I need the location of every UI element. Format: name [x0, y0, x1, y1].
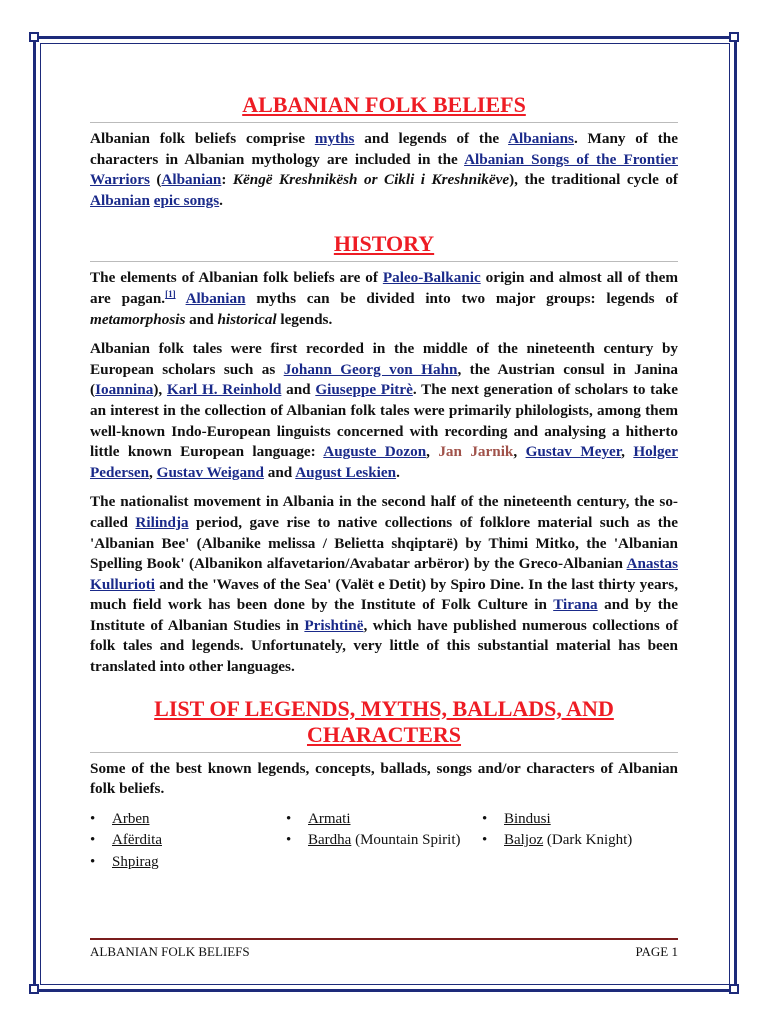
history-paragraph-2: [90, 339, 678, 483]
border-corner-ornament: [29, 32, 39, 42]
link-epic-songs[interactable]: epic songs: [153, 191, 220, 209]
heading-rule: [90, 261, 678, 262]
text-run: Albanian folk beliefs comprise: [90, 130, 315, 147]
footnote-link[interactable]: [1]: [165, 288, 176, 299]
text-run: and by the Institute of Albanian Studies in: [90, 596, 678, 634]
link-bindusi[interactable]: Bindusi: [504, 810, 551, 827]
text-run: and: [263, 463, 296, 481]
text-run: , which have published numerous collections of folk tales and legends. Unfortunately, very little of this substantial material has been translated into other languages.: [90, 616, 679, 676]
text-run: and legends of the: [354, 130, 509, 147]
legends-list: [90, 809, 678, 874]
link-jan-jarnik[interactable]: Jan Jarnik: [438, 443, 514, 461]
link-albanian[interactable]: Albanian: [90, 191, 150, 209]
border-corner-ornament: [729, 984, 739, 994]
link-prishtine[interactable]: Prishtinë: [304, 616, 364, 634]
text-run: ,: [621, 443, 634, 461]
text-run: [176, 290, 186, 307]
italic-text: Këngë Kreshnikësh or Cikli i Kreshnikëve: [232, 171, 510, 189]
text-run: myths can be divided into two major groups: legends of: [245, 289, 678, 307]
link-karl-h-reinhold[interactable]: Karl H. Reinhold: [166, 381, 282, 399]
link-armati[interactable]: Armati: [308, 810, 351, 827]
text-run: period, gave rise to native collections of folklore material such as the 'Albanian Bee' (Albanike melissa / Belietta shqiptarë) by Thimi Mitko, the 'Albanian Spelling Book' (Albanikon alfavetarion/Avabatar arbëror) by the Greco-Albanian: [90, 513, 678, 573]
link-albanian-language[interactable]: Albanian: [161, 171, 222, 189]
link-baljoz[interactable]: Baljoz: [504, 832, 544, 849]
link-aferdita[interactable]: Afërdita: [112, 832, 162, 849]
link-paleo-balkanic[interactable]: Paleo-Balkanic: [382, 269, 481, 287]
text-run: ),: [153, 381, 167, 399]
italic-text: metamorphosis: [90, 310, 186, 328]
text-run: Albanian folk tales were first recorded in the middle of the nineteenth century by European scholars such as: [90, 340, 678, 378]
link-albanian[interactable]: Albanian: [185, 289, 246, 307]
history-paragraph-3: [90, 492, 678, 677]
legends-intro: Some of the best known legends, concepts, ballads, songs and/or characters of Albanian folk beliefs.: [90, 759, 678, 798]
link-giuseppe-pitre[interactable]: Giuseppe Pitrè: [315, 381, 413, 399]
link-august-leskien[interactable]: August Leskien: [295, 463, 397, 481]
heading-rule: [90, 752, 678, 753]
list-item-note: (Dark Knight): [543, 832, 633, 849]
text-run: ,: [149, 463, 157, 481]
link-shpirag[interactable]: Shpirag: [112, 853, 159, 870]
text-run: and: [185, 310, 218, 328]
text-run: . Many of the characters in Albanian mythology are included in the: [90, 130, 678, 168]
text-run: and the 'Waves of the Sea' (Valët e Detit) by Spiro Dine. In the last thirty years, much field work has been done by the Institute of Folk Culture in: [90, 575, 678, 614]
list-item: [308, 830, 482, 852]
text-run: (: [149, 171, 162, 189]
page-number: PAGE 1: [635, 944, 678, 959]
link-gustav-weigand[interactable]: Gustav Weigand: [156, 463, 264, 481]
link-auguste-dozon[interactable]: Auguste Dozon: [323, 443, 427, 461]
link-albanian-songs-frontier-warriors[interactable]: Albanian Songs of the Frontier Warriors: [90, 150, 678, 189]
text-run: .: [396, 463, 400, 481]
text-run: . The next generation of scholars to take an interest in the collection of Albanian folk tales were primarily philologists, among them well-known Indo-European linguists concerned with recording and analysing a hitherto little known European language:: [90, 381, 678, 461]
text-run: .: [219, 191, 223, 209]
border-corner-ornament: [29, 984, 39, 994]
footer-title: ALBANIAN FOLK BELIEFS: [90, 944, 250, 959]
link-ioannina[interactable]: Ioannina: [95, 381, 154, 399]
link-anastas-kullurioti[interactable]: Anastas Kullurioti: [90, 555, 678, 593]
page-title: ALBANIAN FOLK BELIEFS: [242, 92, 526, 117]
history-heading: HISTORY: [333, 231, 435, 257]
legends-column-3: [482, 809, 678, 874]
text-run: The elements of Albanian folk beliefs are of: [90, 269, 383, 287]
list-item: [112, 852, 286, 874]
link-albanians[interactable]: Albanians: [508, 130, 574, 147]
intro-paragraph: [90, 129, 678, 211]
border-corner-ornament: [729, 32, 739, 42]
link-bardha[interactable]: Bardha: [308, 832, 352, 849]
link-holger-pedersen[interactable]: Holger Pedersen: [90, 443, 679, 481]
link-arben[interactable]: Arben: [112, 810, 150, 827]
link-gustav-meyer[interactable]: Gustav Meyer: [525, 443, 622, 461]
text-run: ,: [513, 443, 526, 461]
list-item-note: (Mountain Spirit): [351, 832, 461, 849]
text-run: ,: [426, 443, 439, 461]
text-run: origin and almost all of them are pagan.: [90, 269, 678, 307]
heading-rule: [90, 122, 678, 123]
link-myths[interactable]: myths: [314, 130, 355, 147]
text-run: The nationalist movement in Albania in the second half of the nineteenth century, the so-called: [90, 493, 678, 531]
text-run: and: [281, 381, 316, 399]
legends-column-2: [286, 809, 482, 874]
text-run: legends.: [276, 310, 333, 328]
document-body: [90, 92, 678, 873]
text-run: ), the traditional cycle of: [509, 171, 678, 189]
list-item: [112, 809, 286, 831]
link-rilindja[interactable]: Rilindja: [135, 513, 189, 531]
text-run: :: [221, 171, 233, 189]
legends-column-1: [90, 809, 286, 874]
list-item: [504, 809, 678, 831]
link-johann-georg-von-hahn[interactable]: Johann Georg von Hahn: [283, 360, 458, 378]
legends-heading: LIST OF LEGENDS, MYTHS, BALLADS, AND CHARACTERS: [154, 695, 614, 747]
link-tirana[interactable]: Tirana: [553, 596, 598, 614]
list-item: [112, 830, 286, 852]
list-item: [308, 809, 482, 831]
text-run: , the Austrian consul in Janina (: [90, 360, 678, 399]
italic-text: historical: [217, 310, 277, 328]
page-footer: [90, 938, 678, 960]
list-item: [504, 830, 678, 852]
history-paragraph-1: [90, 268, 678, 330]
